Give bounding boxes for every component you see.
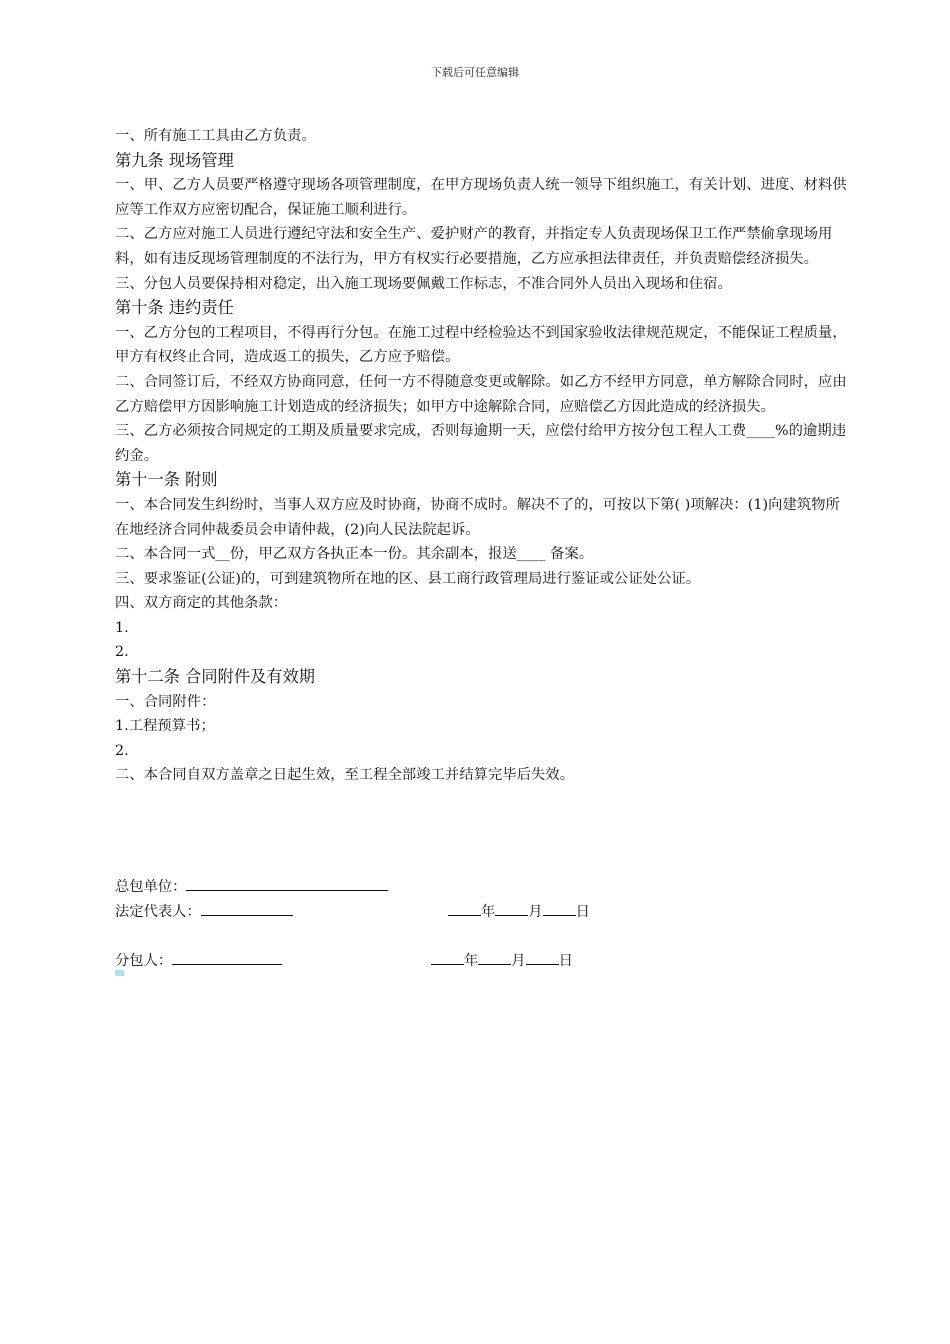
clause-paragraph: 二、合同签订后，不经双方协商同意，任何一方不得随意变更或解除。如乙方不经甲方同意，单方解除合同时，应由乙方赔偿甲方因影响施工计划造成的经济损失；如甲方中途解除合同，应赔偿乙方因此造成的经济损失。 xyxy=(115,373,847,415)
clause-paragraph: 一、乙方分包的工程项目，不得再行分包。在施工过程中经检验达不到国家验收法律规范规定，不能保证工程质量，甲方有权终止合同，造成返工的损失，乙方应予赔偿。 xyxy=(115,324,847,366)
clause-paragraph: 2. xyxy=(115,644,129,661)
contractor-blank xyxy=(186,873,388,891)
legal-rep-month-blank xyxy=(495,898,528,916)
clause-paragraph: 二、本合同自双方盖章之日起生效，至工程全部竣工并结算完毕后失效。 xyxy=(115,767,575,784)
legal-rep-signature-row xyxy=(115,898,293,922)
legal-rep-month-label: 月 xyxy=(528,904,543,920)
article-heading: 第十二条 合同附件及有效期 xyxy=(115,667,316,687)
sub-day-label: 日 xyxy=(558,953,573,969)
clause-paragraph: 三、乙方必须按合同规定的工期及质量要求完成，否则每逾期一天，应偿付给甲方按分包工程人工费____%的逾期违约金。 xyxy=(115,423,847,464)
legal-rep-label: 法定代表人： xyxy=(115,904,201,920)
legal-rep-date xyxy=(448,898,590,922)
contractor-signature-row xyxy=(115,873,388,897)
clause-paragraph: 1.工程预算书； xyxy=(115,718,215,735)
sub-year-blank xyxy=(431,947,464,965)
article-heading: 第九条 现场管理 xyxy=(115,150,234,170)
contract-body xyxy=(115,124,850,788)
clause-paragraph: 一、所有施工工具由乙方负责。 xyxy=(115,128,316,144)
legal-rep-day-blank xyxy=(543,898,576,916)
clause-paragraph: 一、甲、乙方人员要严格遵守现场各项管理制度，在甲方现场负责人统一领导下组织施工，有关计划、进度、材料供应等工作双方应密切配合，保证施工顺利进行。 xyxy=(115,177,847,218)
clause-paragraph: 三、分包人员要保持相对稳定，出入施工现场要佩戴工作标志，不准合同外人员出入现场和住宿。 xyxy=(115,275,732,292)
clause-paragraph: 2. xyxy=(115,742,129,759)
legal-rep-day-label: 日 xyxy=(575,904,590,920)
sub-month-label: 月 xyxy=(511,953,526,969)
article-heading: 第十一条 附则 xyxy=(115,470,218,490)
page-header: 下载后可任意编辑 xyxy=(431,66,519,79)
clause-paragraph: 一、本合同发生纠纷时，当事人双方应及时协商，协商不成时。解决不了的，可按以下第( )项解决：(1)向建筑物所在地经济合同仲裁委员会申请仲裁，(2)向人民法院起诉。 xyxy=(115,496,840,538)
clause-paragraph: 1. xyxy=(115,619,129,636)
article-heading: 第十条 违约责任 xyxy=(115,298,234,318)
legal-rep-blank xyxy=(201,898,293,916)
subcontractor-blank xyxy=(172,947,282,965)
clause-paragraph: 四、双方商定的其他条款： xyxy=(115,595,288,612)
clause-paragraph: 二、乙方应对施工人员进行遵纪守法和安全生产、爱护财产的教育，并指定专人负责现场保卫工作严禁偷拿现场用料，如有违反现场管理制度的不法行为，甲方有权实行必要措施，乙方应承担法律责任，并负责赔偿经济损失。 xyxy=(115,226,833,267)
subcontractor-label: 分包人： xyxy=(115,953,173,969)
legal-rep-year-label: 年 xyxy=(481,904,496,920)
clause-paragraph: 二、本合同一式__份，甲乙双方各执正本一份。其余副本，报送____ 备案。 xyxy=(115,546,594,563)
sub-year-label: 年 xyxy=(464,953,479,969)
sub-day-blank xyxy=(526,947,559,965)
legal-rep-year-blank xyxy=(448,898,481,916)
subcontractor-date xyxy=(431,947,573,971)
clause-paragraph: 三、要求鉴证(公证)的，可到建筑物所在地的区、县工商行政管理局进行鉴证或公证处公证。 xyxy=(115,570,701,587)
text-cursor-marker xyxy=(115,970,124,976)
sub-month-blank xyxy=(478,947,511,965)
subcontractor-signature-row xyxy=(115,947,282,971)
clause-paragraph: 一、合同附件： xyxy=(115,693,216,710)
contractor-label: 总包单位： xyxy=(115,879,187,895)
